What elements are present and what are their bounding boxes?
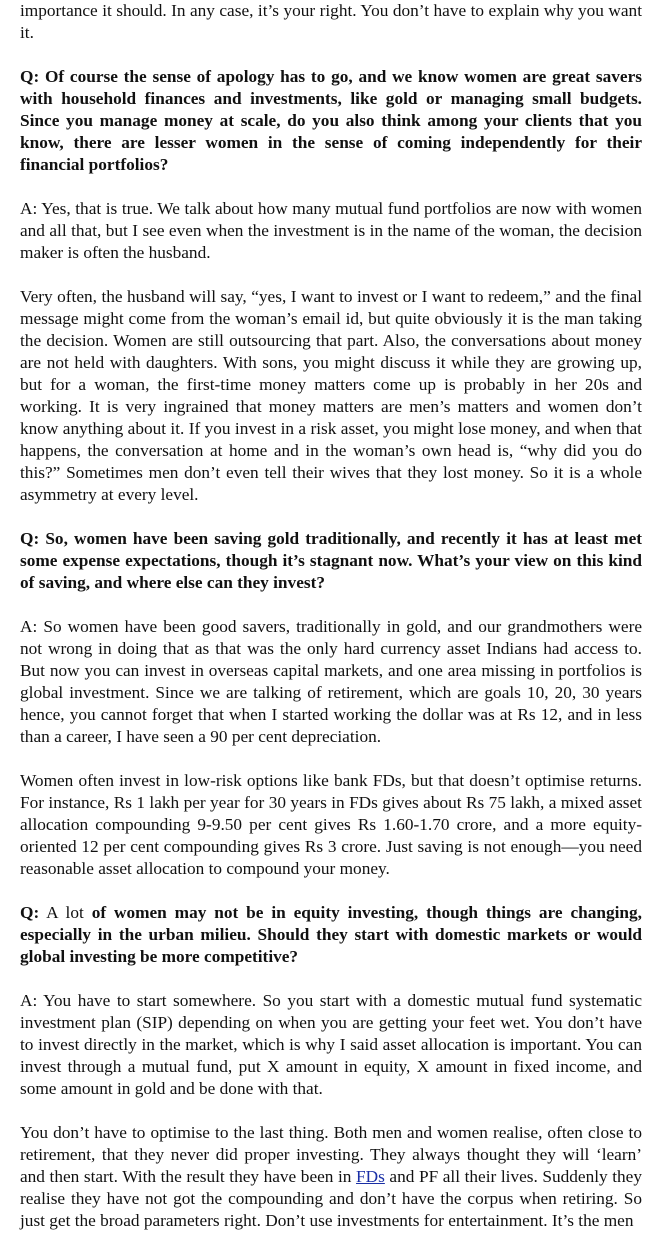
- fds-link[interactable]: FDs: [356, 1167, 385, 1186]
- question-2: Q: So, women have been saving gold traditionally, and recently it has at least met some expense expectations, though it’s stagnant now. What’s your view on this kind of saving, and where else can they invest?: [20, 529, 642, 592]
- answer-2-paragraph-2: Women often invest in low-risk options like bank FDs, but that doesn’t optimise returns. For instance, Rs 1 lakh per year for 30 years in FDs gives about Rs 75 lakh, a mixed asset allocation compounding 9-9.50 per cent gives Rs 1.60-1.70 crore, and a more equity-oriented 12 per cent compounding gives Rs 3 crore. Just saving is not enough—you need reasonable asset allocation to compound your money.: [20, 771, 642, 878]
- question-1: Q: Of course the sense of apology has to go, and we know women are great savers with household finances and investments, like gold or managing small budgets. Since you manage money at scale, do you also think among your clients that you know, there are lesser women in the sense of coming independently for their financial portfolios?: [20, 67, 642, 174]
- answer-3-paragraph-1: A: You have to start somewhere. So you start with a domestic mutual fund systematic investment plan (SIP) depending on when you are getting your feet wet. You don’t have to invest directly in the market, which is why I said asset allocation is important. You can invest through a mutual fund, put X amount in equity, X amount in fixed income, and some amount in gold and be done with that.: [20, 991, 642, 1098]
- answer-2-paragraph-1: A: So women have been good savers, traditionally in gold, and our grandmothers were not wrong in doing that as that was the only hard currency asset Indians had access to. But now you can invest in overseas capital markets, and one area missing in portfolios is global investment. Since we are talking of retirement, which are goals 10, 20, 30 years hence, you cannot forget that when I started working the dollar was at Rs 12, and in less than a career, I have seen a 90 per cent depreciation.: [20, 617, 642, 746]
- question-3-normal-text: A lot: [39, 903, 92, 922]
- question-3-prefix: Q:: [20, 903, 40, 922]
- question-3-text: of women may not be in equity investing, though things are changing, especially in the urban milieu. Should they start with domestic markets or would global investing be more competitive?: [20, 903, 642, 966]
- question-3: [20, 902, 642, 968]
- answer-3-paragraph-2: [20, 1122, 642, 1232]
- answer-1-paragraph-1: A: Yes, that is true. We talk about how many mutual fund portfolios are now with women and all that, but I see even when the investment is in the name of the woman, the decision maker is often the husband.: [20, 199, 642, 262]
- answer-1-paragraph-2: Very often, the husband will say, “yes, I want to invest or I want to redeem,” and the final message might come from the woman’s email id, but quite obviously it is the man taking the decision. Women are still outsourcing that part. Also, the conversations about money are not held with daughters. With sons, you might discuss it while they are growing up, but for a woman, the first-time money matters come up is probably in her 20s and working. It is very ingrained that money matters are men’s matters and women don’t know anything about it. If you invest in a risk asset, you might lose money, and when that happens, the conversation at home and in the woman’s own head is, “why did you do this?” Sometimes men don’t even tell their wives that they lost money. So it is a whole asymmetry at every level.: [20, 287, 642, 504]
- answer-3-text-after-link: and PF all their lives. Suddenly they realise they have not got the compounding and don’t have the corpus when retiring. So just get the broad parameters right. Don’t use investments for entertainment. It’s the men: [20, 1167, 642, 1230]
- answer-3-text-before-link: You don’t have to optimise to the last thing. Both men and women realise, often close to retirement, that they never did proper investing. They always thought they will ‘learn’ and then start. With the result they have been in: [20, 1123, 642, 1186]
- paragraph-intro: importance it should. In any case, it’s your right. You don’t have to explain why you want it.: [20, 1, 642, 42]
- article-body: [20, 0, 642, 1254]
